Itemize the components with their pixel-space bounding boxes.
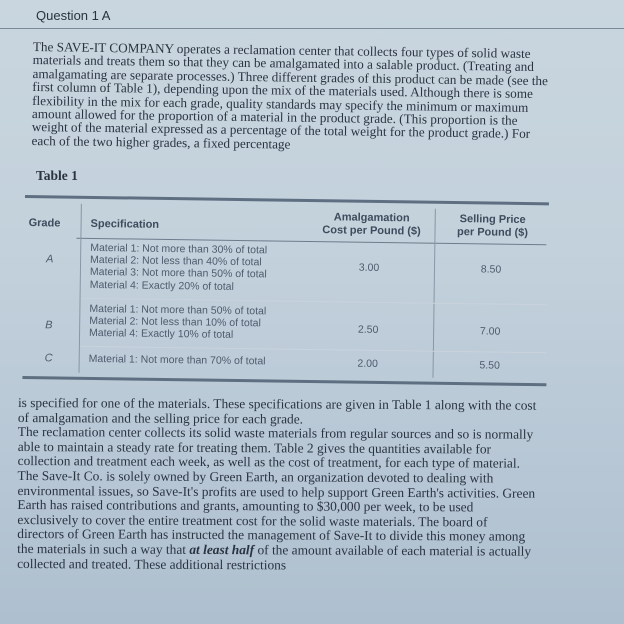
- price-c: 5.50: [479, 359, 500, 372]
- row-separator: [81, 346, 547, 354]
- cost-c: 2.00: [357, 357, 378, 370]
- grade-column-divider: [79, 204, 82, 373]
- header-selling-price: [442, 213, 542, 240]
- header-grade: Grade: [28, 217, 61, 230]
- grade-c: C: [44, 352, 53, 365]
- spec-a-line: Material 1: Not more than 30% of total: [90, 241, 268, 257]
- grade-b: B: [45, 319, 53, 332]
- price-a: 8.50: [480, 263, 502, 276]
- spec-a: [90, 242, 268, 293]
- table-bottom-rule: [22, 376, 546, 386]
- specification-table: [22, 195, 549, 385]
- spec-c: [89, 353, 266, 368]
- body-paragraph-3: [17, 469, 538, 574]
- price-column-divider: [432, 209, 435, 378]
- header-specification: Specification: [90, 217, 160, 231]
- spec-b: [89, 303, 266, 342]
- spec-a-line: Material 2: Not less than 40% of total: [90, 254, 262, 269]
- cost-a: 3.00: [358, 261, 380, 274]
- cost-b: 2.50: [357, 323, 379, 336]
- spec-b-line: Material 1: Not more than 50% of total: [89, 302, 267, 318]
- header-amalgamation-line2: Cost per Pound ($): [322, 224, 421, 238]
- intro-paragraph: [32, 40, 555, 155]
- body-paragraph-2: The reclamation center collects its solid waste materials from regular sources and so is normally able to maintain a steady rate for treating them. Table 2 gives the quantities available for collection and treatment each week, as well as the cost of treatment, for each type of material.: [17, 424, 534, 472]
- header-amalgamation-line1: Amalgamation: [333, 211, 410, 225]
- header-amalgamation-cost: [316, 211, 426, 239]
- body-text: [17, 396, 538, 574]
- top-divider: [0, 28, 624, 29]
- price-b: 7.00: [479, 325, 501, 338]
- table-top-rule: [25, 195, 549, 205]
- body-paragraph-1: is specified for one of the materials. These specifications are given in Table 1 along with the cost of amalgamation and the selling price for each grade.: [17, 395, 537, 427]
- spec-b-line: Material 2: Not less than 10% of total: [89, 315, 261, 330]
- body-paragraph-3-start: The Save-It Co. is solely owned by Green Earth, an organization devoted to dealing with environmental issues, so Save-It's profits are used to help support Green Earth's activities. Green Earth has raised contributions and grants, amounting to $30,000 per week, to be used exclusively to cover the entire treatment cost for the solid waste materials. The board of directors of Green Earth has instructed the management of Save-It to divide this money among the materials in such a way that: [17, 467, 536, 557]
- spec-c-line: Material 1: Not more than 70% of total: [88, 352, 266, 368]
- emphasis-at-least-half: at least half: [189, 541, 255, 558]
- spec-b-line: Material 4: Exactly 10% of total: [88, 327, 234, 342]
- spec-a-line: Material 3: Not more than 50% of total: [89, 266, 267, 281]
- body-paragraph-3-end: of the amount available of each material is actually collected and treated. These additional restrictions: [17, 542, 532, 572]
- spec-a-line: Material 4: Exactly 20% of total: [89, 278, 234, 293]
- grade-a: A: [46, 253, 54, 266]
- table-title: Table 1: [36, 168, 78, 183]
- header-price-line2: per Pound ($): [456, 226, 529, 240]
- intro-text: The SAVE-IT COMPANY operates a reclamation center that collects four types of solid waste materials and treats them so that they can be amalgamated into a salable product. (Treating and amalgamating are separate processes.) Three different grades of this product can be made (see the first column of Table 1), depending upon the mix of the materials used. Although there is some flexibility in the mix for each grade, quality standards may specify the minimum or maximum amount allowed for the proportion of a material in the product grade. (This proportion is the weight of the material expressed as a percentage of the total weight for the product grade.) For each of the two higher grades, a fixed percentage: [31, 39, 549, 152]
- header-price-line1: Selling Price: [459, 213, 526, 226]
- question-title: Question 1 A: [36, 8, 111, 23]
